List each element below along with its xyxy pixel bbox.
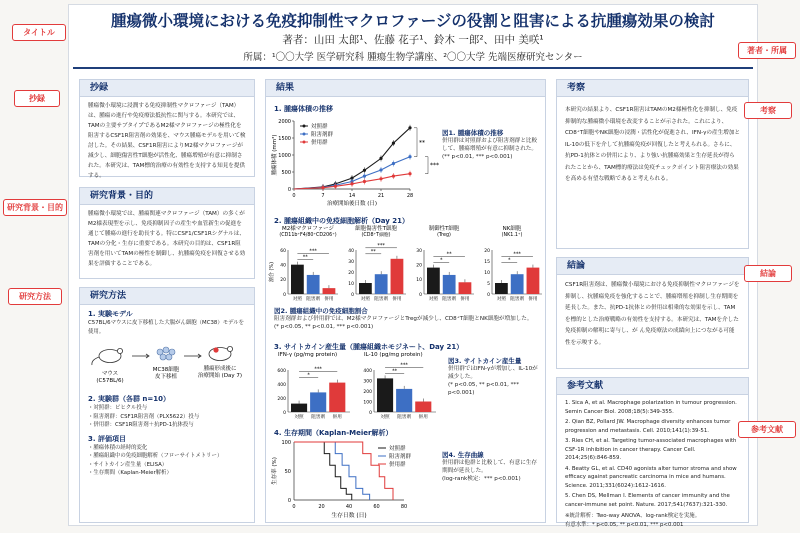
y-tick-label: 20	[484, 248, 490, 254]
y-tick-label: 200	[363, 389, 372, 395]
category-label: 阻害剤	[374, 297, 389, 302]
significance-label: ***	[314, 366, 322, 373]
reference-item: 5. Chen DS, Mellman I. Elements of cancer immunity and the cancer-immune set point. Nature. 2017;541(7637):321-330.	[565, 493, 730, 508]
x-tick-label: 40	[345, 504, 353, 510]
fig3-caption-title: 図3. サイトカイン産生量	[448, 357, 522, 365]
methods-s3-title: 3. 評価項目	[88, 434, 126, 443]
mouse-label: マウス	[101, 371, 119, 377]
data-point	[392, 174, 395, 177]
bar	[291, 404, 307, 412]
poster	[68, 4, 758, 526]
data-point	[363, 174, 366, 177]
y-tick-label: 2000	[278, 119, 291, 125]
y-tick-label: 5	[487, 281, 490, 287]
poster-title: 腫瘍微小環境における免疫抑制性マクロファージの役割と阻害による抗腫瘍効果の検討	[111, 12, 715, 30]
y-tick-label: 0	[351, 292, 354, 298]
y-tick-label: 0	[369, 410, 372, 416]
methods-s2-item: ・対照群：ビヒクル投与	[88, 405, 148, 411]
bar	[359, 283, 372, 294]
category-label: 対照	[380, 415, 390, 420]
references-panel	[556, 377, 749, 528]
bar	[329, 383, 345, 412]
abstract-heading: 抄録	[80, 80, 254, 97]
x-tick-label: 60	[373, 504, 380, 510]
reference-item: 3. Ries CH, et al. Targeting tumor-associated macrophages with CSF-1R inhibition in cancer therapy. Cancer Cell. 2014;25(6):846-859.	[565, 438, 737, 461]
fig3-caption-text: 併用群ではIFN-γが増加し、IL-10が減少した。	[448, 366, 538, 380]
y-tick-label: 60	[280, 248, 286, 254]
category-label: 併用	[392, 297, 402, 302]
legend-label: 併用群	[311, 140, 328, 146]
data-point	[408, 172, 411, 175]
y-tick-label: 0	[487, 292, 490, 298]
tumor-volume-chart	[268, 113, 438, 213]
data-point	[334, 185, 337, 188]
significance-label: *	[508, 257, 511, 264]
methods-s1-title: 1. 実験モデル	[88, 310, 133, 318]
survival-curve	[294, 442, 352, 500]
conclusion-text: CSF1R阻害剤は、腫瘍微小環境における免疫抑制性マクロファージを抑制し、抗腫瘍免疫を強化することで、腫瘍増殖を抑制し生存期間を延長した。また、抗PD-1抗体との併用は相乗的な効果を示し、TAMを標的とした治療戦略の有効性を支持する。本研究は、TAMを介した免疫抑制の解明に寄与し、が ん免疫療法の成績向上につながる可能性を示唆する。	[565, 282, 740, 346]
panel-title: 細胞傷害性T細胞	[355, 226, 397, 232]
data-point	[363, 180, 366, 183]
y-tick-label: 300	[363, 379, 372, 385]
legend-label: 阻害剤群	[389, 454, 412, 460]
category-label: 阻害剤	[306, 297, 321, 302]
legend-marker	[303, 125, 306, 128]
significance-label: **	[419, 139, 425, 147]
x-tick-label: 0	[292, 504, 296, 510]
data-point	[363, 169, 366, 172]
significance-bracket	[414, 128, 417, 157]
callout-conclusion: 結論	[744, 265, 792, 282]
conclusion-panel	[556, 257, 749, 369]
x-tick-label: 20	[318, 504, 325, 510]
data-point	[379, 177, 382, 180]
workflow-diagram	[88, 338, 248, 390]
author-list: 著者：山田 太郎¹、佐藤 花子¹、鈴木 一郎²、田中 美咲¹	[282, 34, 544, 46]
methods-panel	[79, 287, 255, 523]
methods-s3-item: ・腫瘍体積の経時的変化	[88, 444, 148, 451]
data-point	[321, 186, 324, 189]
y-tick-label: 1500	[278, 136, 291, 142]
bar	[307, 275, 320, 294]
abstract-panel	[79, 79, 255, 177]
y-tick-label: 100	[281, 440, 291, 446]
callout-title: タイトル	[12, 24, 66, 41]
x-tick-label: 14	[348, 193, 356, 199]
reference-item: 2. Qian BZ, Pollard JW. Macrophage diversity enhances tumor progression and metastasis. Cell. 2010;141(1):39-51.	[565, 419, 731, 434]
methods-s3-item: ・生存期間（Kaplan-Meier解析）	[88, 470, 172, 476]
significance-label: *	[307, 372, 310, 379]
category-label: 阻害剤	[397, 415, 412, 420]
bar	[323, 288, 336, 294]
data-point	[350, 182, 353, 185]
data-point	[408, 126, 411, 129]
legend-marker	[303, 141, 306, 144]
y-tick-label: 15	[484, 259, 490, 265]
panel-title: IL-10 (pg/mg protein)	[364, 352, 423, 358]
discussion-heading: 考察	[557, 80, 748, 97]
bar	[427, 268, 440, 294]
affiliation: 所属：¹〇〇大学 医学研究科 腫瘍生物学講座、²〇〇大学 先端医療研究センター	[243, 52, 583, 63]
y-axis-label: 腫瘍体積 (mm³)	[272, 134, 278, 176]
fig1-caption-p: (** p<0.01, *** p<0.001)	[442, 154, 513, 160]
significance-label: **	[392, 368, 398, 375]
fig4-caption-title: 図4. 生存曲線	[442, 451, 484, 459]
significance-label: **	[302, 254, 308, 261]
y-tick-label: 100	[363, 400, 372, 406]
methods-heading: 研究方法	[80, 288, 254, 305]
methods-s2-title: 2. 実験群（各群 n=10）	[88, 395, 170, 403]
y-tick-label: 10	[348, 281, 354, 287]
category-label: 阻害剤	[510, 297, 525, 302]
legend-label: 阻害剤群	[311, 132, 334, 138]
y-tick-label: 0	[287, 498, 291, 504]
bar	[415, 402, 431, 413]
fig1-caption-title: 図1. 腫瘍体積の推移	[442, 129, 504, 137]
y-tick-label: 20	[416, 263, 422, 269]
header-divider	[73, 67, 753, 69]
y-tick-label: 10	[484, 270, 490, 276]
background-text: 腫瘍微小環境では、腫瘍関連マクロファージ（TAM）の多くがM2様表現型を示し、免疫抑制因子の産生や血管新生の促進を通じて腫瘍の進行を助長する。特にCSF1/CSF1Rシグナルは、TAMの分化・生存に重要である。本研究の目的は、CSF1R阻害剤を用いてTAMの極性を制御し、抗腫瘍免疫を回復させる効果を評価することである。	[88, 211, 246, 267]
significance-label: ***	[309, 248, 317, 255]
category-label: 対照	[360, 297, 370, 302]
results-r1-title: 1. 腫瘍体積の推移	[274, 105, 333, 113]
y-tick-label: 500	[281, 170, 291, 176]
category-label: 併用	[332, 415, 342, 420]
discussion-text: 本研究の結果より、CSF1R阻害はTAMのM2様極性化を抑制し、免疫抑制的な腫瘍微小環境を改変することが示された。これにより、CD8⁺T細胞やNK細胞の浸潤・活性化が促進され、IFN-γの産生増加とIL-10の低下を介して抗腫瘍免疫が回復したと考えられる。さらに、抗PD-1抗体との併用により、より強い抗腫瘍効果と生存延長が得られたことから、TAM標的療法は免疫チェックポイント阻害療法の効果を高める有望な戦略であると考えられる。	[565, 107, 740, 182]
results-r3-title: 3. サイトカイン産生量（腫瘍組織ホモジネート、Day 21）	[274, 343, 464, 351]
x-tick-label: 28	[406, 193, 414, 199]
y-tick-label: 1000	[278, 153, 291, 159]
x-axis-label: 治療開始後日数 (日)	[326, 201, 378, 207]
background-heading: 研究背景・目的	[80, 188, 254, 205]
conclusion-heading: 結論	[557, 258, 748, 275]
panel-title: M2様マクロファージ	[281, 226, 335, 232]
reference-item: 4. Beatty GL, et al. CD40 agonists alter tumor stroma and show efficacy against pancreatic carcinoma in mice and humans. Science. 2011;331(6024):1612-1616.	[565, 465, 737, 489]
significance-label: ***	[377, 242, 385, 249]
category-label: 併用	[324, 297, 334, 302]
immune-cells-chart	[268, 224, 544, 306]
panel-subtitle: (Treg)	[437, 233, 451, 238]
bar	[495, 283, 508, 294]
significance-note: 有意水準：* p<0.05, ** p<0.01, *** p<0.001	[565, 521, 684, 528]
fig3-caption-p: (* p<0.05, ** p<0.01, *** p<0.001)	[448, 382, 520, 396]
bar	[377, 378, 393, 412]
panel-title: NK細胞	[502, 226, 522, 232]
fig2-caption-text: 阻害剤群および併用群では、M2様マクロファージとTregが減少し、CD8⁺T細胞とNK細胞が増加した。	[274, 316, 533, 322]
bar	[527, 268, 540, 294]
survival-chart	[268, 436, 438, 522]
y-tick-label: 400	[277, 382, 286, 388]
methods-s2-item: ・併用群：CSF1R阻害剤＋抗PD-1抗体投与	[88, 422, 194, 428]
fig2-caption-title: 図2. 腫瘍組織中の免疫細胞割合	[274, 307, 368, 315]
results-r2-title: 2. 腫瘍組織中の免疫細胞解析（Day 21）	[274, 217, 410, 225]
y-tick-label: 10	[416, 278, 422, 284]
category-label: 併用	[528, 297, 538, 302]
discussion-panel	[556, 79, 749, 249]
survival-curve	[294, 442, 370, 500]
survival-curve	[294, 442, 393, 500]
category-label: 阻害剤	[442, 297, 457, 302]
fig1-caption-text: 併用群は対照群および阻害剤群と比較して、腫瘍増殖が有意に抑制された。	[442, 138, 538, 152]
legend-label: 対照群	[311, 124, 328, 130]
y-tick-label: 200	[277, 396, 286, 402]
legend-label: 併用群	[389, 462, 406, 468]
abstract-text: 腫瘍微小環境に浸潤する免疫抑制性マクロファージ（TAM）は、腫瘍の進行や免疫療法抵抗性に関与する。本研究では、TAMの主要サブタイプであるM2様マクロファージの極性化を阻害するCSF1R阻害剤の効果を、マウス腫瘍モデルを用いて検討した。その結果、CSF1R阻害によりM2様マクロファージが減少し、細胞傷害性T細胞が活性化、腫瘍増殖が有意に抑制された。本研究は、TAM標的治療の有効性を支持する知見を提供する。	[88, 103, 246, 179]
panel-title: 制御性T細胞	[428, 226, 460, 232]
data-point	[392, 162, 395, 165]
tumor-label: 腫瘍形成後に	[203, 366, 237, 372]
y-tick-label: 0	[283, 292, 286, 298]
x-tick-label: 80	[400, 504, 408, 510]
cells-icon	[157, 347, 175, 360]
y-tick-label: 50	[284, 469, 291, 475]
callout-abstract: 抄録	[14, 90, 60, 107]
y-tick-label: 400	[363, 368, 372, 374]
results-r4-title: 4. 生存期間（Kaplan-Meier解析）	[274, 429, 393, 437]
panel-subtitle: (CD11b⁺F4/80⁺CD206⁺)	[279, 233, 337, 238]
fig4-caption-p: (log-rank検定：*** p<0.001)	[442, 476, 521, 482]
bar	[391, 259, 404, 294]
mouse-icon	[92, 348, 123, 365]
category-label: 対照	[292, 297, 302, 302]
y-tick-label: 600	[277, 368, 286, 374]
y-tick-label: 20	[348, 270, 354, 276]
references-heading: 参考文献	[557, 378, 748, 395]
y-tick-label: 20	[280, 278, 286, 284]
bar	[291, 265, 304, 294]
tumor-label-2: 治療開始 (Day 7)	[197, 373, 243, 379]
results-heading: 結果	[266, 80, 545, 97]
reference-item: 1. Sica A, et al. Macrophage polarization in tumour progression. Semin Cancer Biol. 2008;18(5):349-355.	[565, 400, 737, 415]
cells-label: MC38細胞	[152, 367, 180, 373]
category-label: 対照	[496, 297, 506, 302]
fig4-caption-text: 併用群は他群と比較して、有意に生存期間が延長した。	[442, 460, 537, 474]
y-axis-label: 割合 (%)	[269, 261, 275, 283]
significance-label: *	[440, 257, 443, 264]
legend-marker	[303, 133, 306, 136]
callout-references: 参考文献	[738, 421, 796, 438]
y-tick-label: 0	[419, 292, 422, 298]
significance-label: ***	[400, 362, 408, 369]
x-tick-label: 7	[321, 193, 325, 199]
y-tick-label: 30	[416, 248, 422, 254]
category-label: 阻害剤	[311, 415, 326, 420]
x-tick-label: 21	[377, 193, 385, 199]
stats-note: ※統計解析：Two-way ANOVA、log-rank検定を実施。	[565, 513, 701, 519]
background-panel	[79, 187, 255, 279]
bar	[375, 274, 388, 294]
tumor-mouse-icon	[209, 346, 233, 360]
data-point	[408, 155, 411, 158]
callout-author: 著者・所属	[738, 42, 796, 59]
bar	[443, 275, 456, 294]
results-panel	[265, 79, 546, 523]
x-tick-label: 0	[292, 193, 296, 199]
legend-label: 対照群	[389, 446, 406, 452]
fig2-caption-p: (* p<0.05, ** p<0.01, *** p<0.001)	[274, 324, 374, 330]
cells-label-2: 皮下移植	[154, 374, 178, 380]
panel-subtitle: (CD8⁺T細胞)	[361, 233, 391, 238]
bar	[310, 392, 326, 412]
data-point	[379, 157, 382, 160]
mouse-strain: (C57BL/6)	[96, 378, 124, 384]
callout-methods: 研究方法	[8, 288, 62, 305]
data-point	[392, 142, 395, 145]
y-tick-label: 40	[280, 263, 286, 269]
significance-label: ***	[430, 162, 439, 170]
data-point	[379, 168, 382, 171]
bar	[459, 282, 472, 294]
category-label: 対照	[294, 415, 304, 420]
significance-label: **	[370, 248, 376, 255]
methods-s2-item: ・阻害剤群：CSF1R阻害剤（PLX5622）投与	[88, 413, 200, 420]
significance-bracket	[425, 157, 428, 174]
callout-background: 研究背景・目的	[3, 199, 67, 216]
callout-discussion: 考察	[744, 102, 792, 119]
category-label: 併用	[460, 297, 470, 302]
bar	[511, 274, 524, 294]
y-tick-label: 0	[287, 187, 291, 193]
cytokine-chart	[268, 350, 448, 424]
methods-s1-text: C57BL/6マウスに皮下移植した大腸がん細胞（MC38）モデルを使用。	[88, 320, 245, 335]
y-tick-label: 0	[283, 410, 286, 416]
methods-s3-item: ・サイトカイン産生量（ELISA）	[88, 461, 168, 468]
panel-subtitle: (NK1.1⁺)	[501, 233, 523, 238]
x-axis-label: 生存日数 (日)	[331, 513, 367, 519]
category-label: 対照	[428, 297, 438, 302]
significance-label: **	[446, 251, 452, 258]
category-label: 併用	[418, 415, 428, 420]
significance-label: ***	[513, 251, 521, 258]
panel-title: IFN-γ (pg/mg protein)	[278, 352, 338, 358]
bar	[396, 389, 412, 412]
y-axis-label: 生存率 (%)	[272, 457, 278, 485]
y-tick-label: 40	[348, 248, 354, 254]
methods-s3-item: ・腫瘍組織中の免疫細胞解析（フローサイトメトリー）	[88, 453, 223, 459]
y-tick-label: 30	[348, 259, 354, 265]
